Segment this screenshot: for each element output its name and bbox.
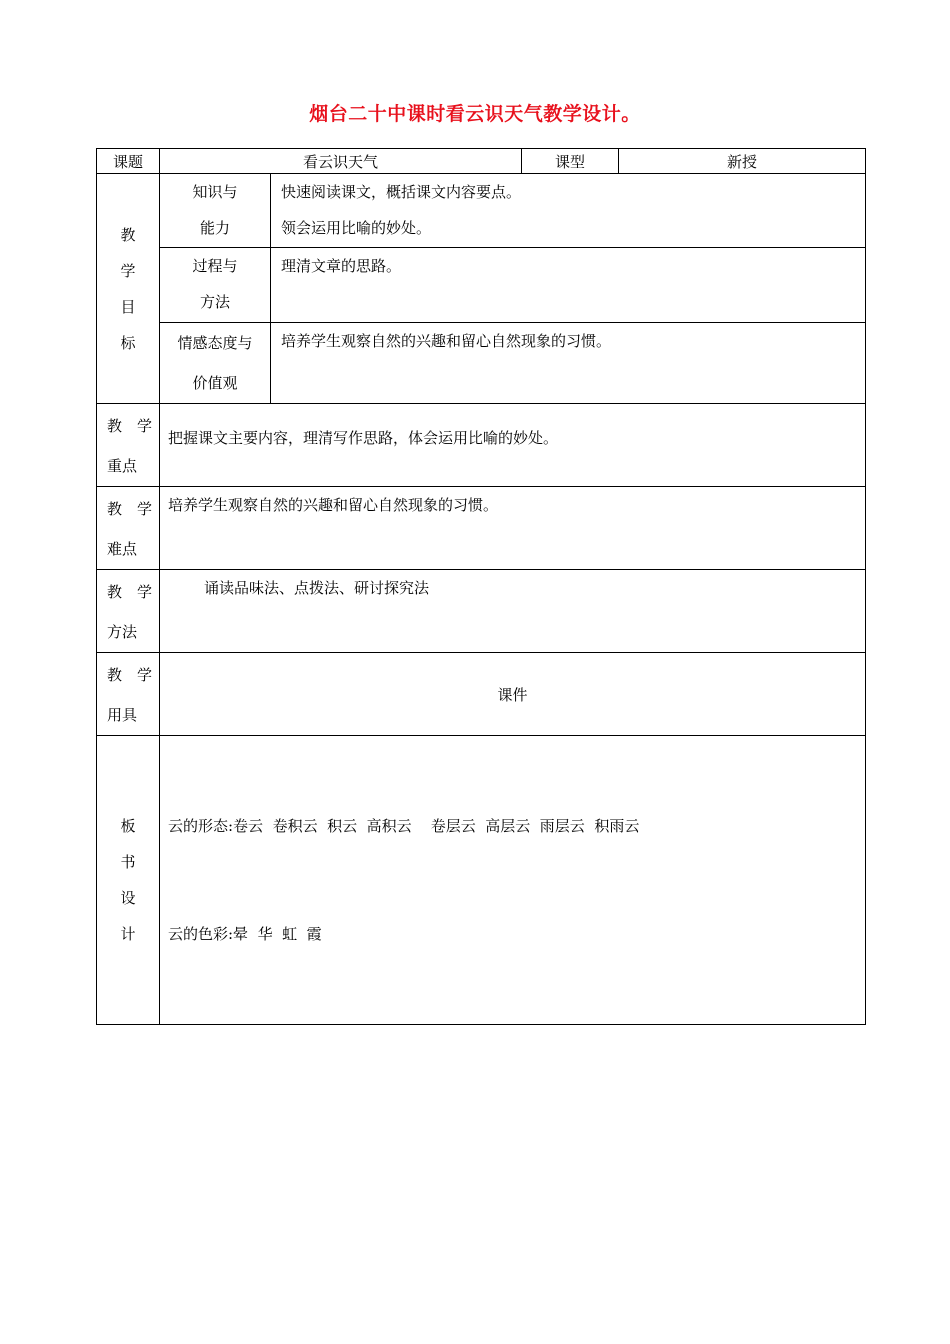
objective-content-attitude: 培养学生观察自然的兴趣和留心自然现象的习惯。 [271,323,866,404]
methods-content: 诵读品味法、点拨法、研讨探究法 [160,570,866,653]
objective-row-attitude [97,323,866,404]
tools-label: 教 学 用具 [97,653,160,736]
page-title: 烟台二十中课时看云识天气教学设计。 [309,103,641,125]
topic-label: 课题 [97,149,160,174]
lesson-plan-table [96,148,866,1025]
difficulties-label: 教 学 难点 [97,487,160,570]
board-row [97,736,866,1025]
tools-row [97,653,866,736]
objective-sub-attitude: 情感态度与 价值观 [160,323,271,404]
objective-row-process [97,248,866,323]
objective-sub-process: 过程与 方法 [160,248,271,323]
difficulties-content: 培养学生观察自然的兴趣和留心自然现象的习惯。 [160,487,866,570]
board-label: 板 书 设 计 [97,736,160,1025]
topic-value: 看云识天气 [160,149,522,174]
objective-content-process: 理清文章的思路。 [271,248,866,323]
objective-content-knowledge: 快速阅读课文，概括课文内容要点。 领会运用比喻的妙处。 [271,174,866,248]
objective-sub-knowledge: 知识与 能力 [160,174,271,248]
type-label: 课型 [522,149,619,174]
objectives-label: 教 学 目 标 [97,174,160,404]
methods-row [97,570,866,653]
key-points-label: 教 学 重点 [97,404,160,487]
tools-content: 课件 [160,653,866,736]
objective-row-knowledge [97,174,866,248]
difficulties-row [97,487,866,570]
key-points-content: 把握课文主要内容，理清写作思路，体会运用比喻的妙处。 [160,404,866,487]
board-content: 云的形态:卷云 卷积云 积云 高积云 卷层云 高层云 雨层云 积雨云 云的色彩:晕 华 虹 霞 [160,736,866,1025]
methods-label: 教 学 方法 [97,570,160,653]
header-row [97,149,866,174]
key-points-row [97,404,866,487]
type-value: 新授 [619,149,866,174]
